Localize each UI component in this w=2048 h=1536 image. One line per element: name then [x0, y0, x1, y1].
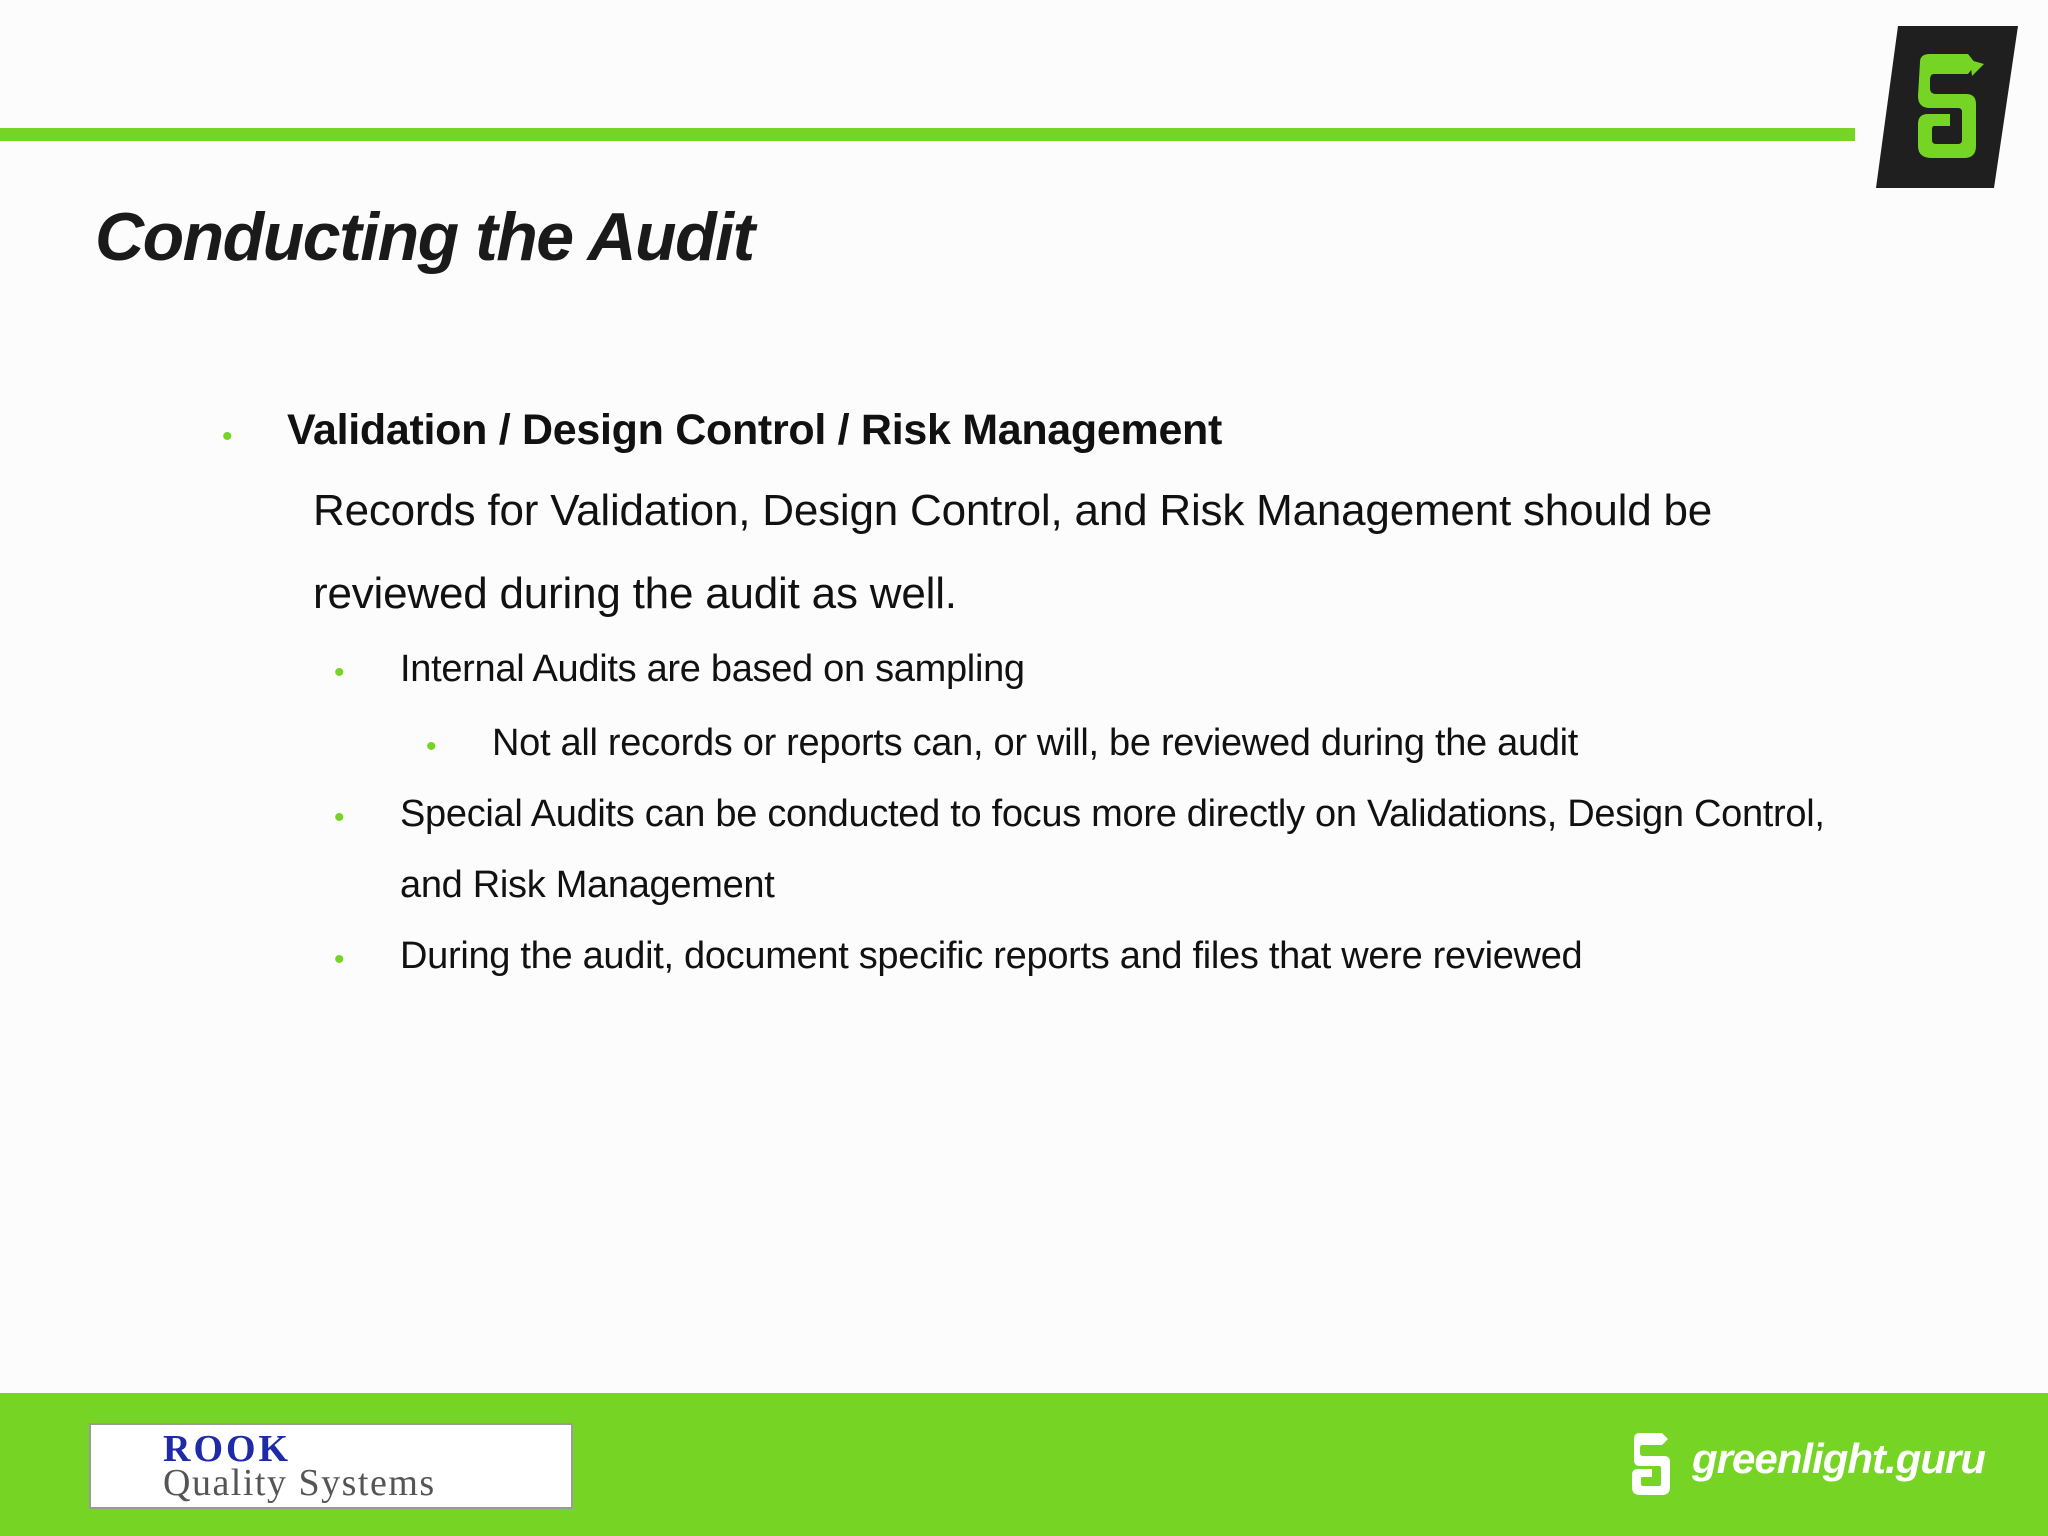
- greenlight-guru-brand: [1630, 1433, 1985, 1495]
- bullet-dot: •: [222, 420, 233, 453]
- bullet-dot: •: [426, 730, 437, 763]
- rook-logo-subtitle: Quality Systems: [163, 1462, 436, 1504]
- body-text-line-1: Records for Validation, Design Control, and Risk Management should be: [313, 486, 1713, 535]
- rook-quality-systems-logo: [89, 1423, 573, 1509]
- bullet-dot: •: [334, 801, 345, 834]
- greenlight-guru-wordmark: greenlight.guru: [1692, 1435, 1985, 1482]
- greenlight-guru-logo-icon: [1876, 26, 2018, 188]
- bullet-dot: •: [334, 656, 345, 689]
- list-item: Not all records or reports can, or will, be reviewed during the audit: [492, 722, 1579, 764]
- list-item: Internal Audits are based on sampling: [400, 648, 1025, 690]
- rook-logo-name: ROOK: [163, 1428, 292, 1470]
- page-title: Conducting the Audit: [95, 199, 754, 275]
- header-divider: [0, 128, 1855, 141]
- body-text-line-2: reviewed during the audit as well.: [313, 569, 957, 618]
- bullet-dot: •: [334, 943, 345, 976]
- list-item-continuation: and Risk Management: [400, 864, 775, 906]
- greenlight-guru-g-icon: [1630, 1433, 1674, 1495]
- list-item: Special Audits can be conducted to focus more directly on Validations, Design Control,: [400, 793, 1825, 835]
- list-item: During the audit, document specific reports and files that were reviewed: [400, 935, 1583, 977]
- section-heading: Validation / Design Control / Risk Management: [287, 406, 1223, 454]
